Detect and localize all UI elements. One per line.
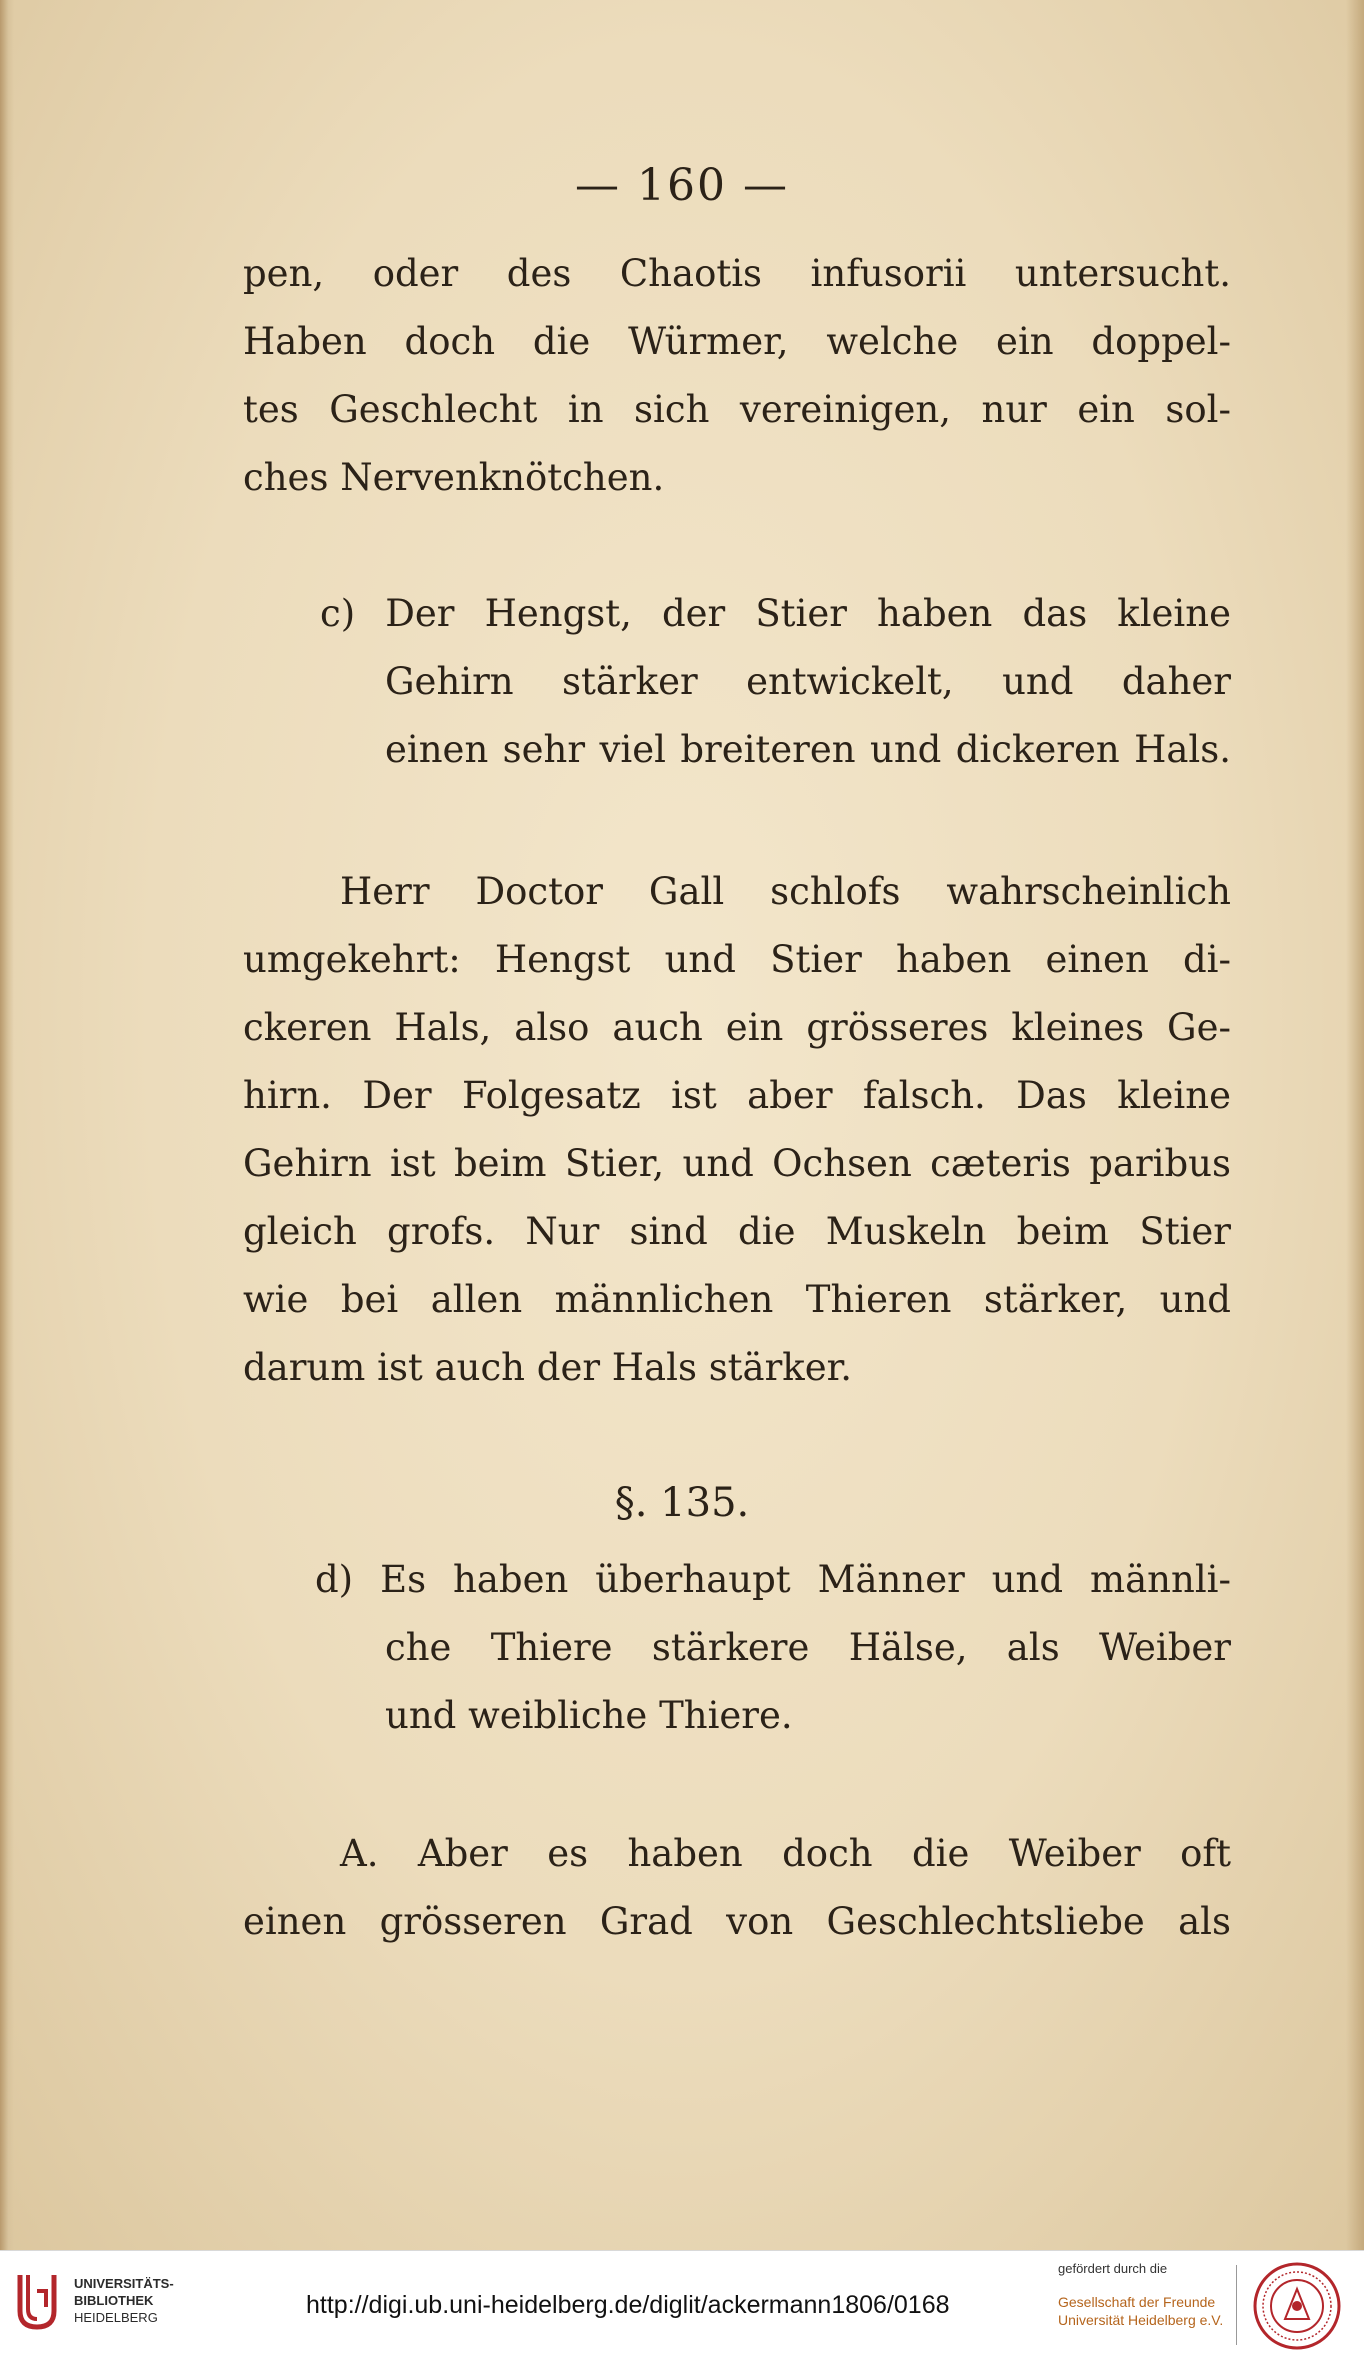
section-heading: §. 135.: [614, 1480, 750, 1526]
library-logo-icon: [14, 2271, 60, 2333]
library-name-line: BIBLIOTHEK: [74, 2293, 154, 2308]
divider: [1236, 2265, 1237, 2345]
text-line: Herr Doctor Gall schlofs wahrscheinlich: [340, 870, 1231, 913]
footer-bar: [0, 2250, 1364, 2358]
text-line: che Thiere stärkere Hälse, als Weiber: [385, 1626, 1231, 1669]
university-seal-icon: [1252, 2261, 1342, 2351]
sponsor-label: gefördert durch die: [1058, 2261, 1168, 2276]
text-line: einen sehr viel breiteren und dickeren Hals.: [385, 728, 1231, 771]
text-line: Gehirn ist beim Stier, und Ochsen cæteris paribus: [243, 1142, 1231, 1185]
text-line: pen, oder des Chaotis infusorii untersucht.: [243, 252, 1231, 295]
text-line: gleich grofs. Nur sind die Muskeln beim Stier: [243, 1210, 1231, 1253]
library-name-line: HEIDELBERG: [74, 2310, 158, 2325]
sponsor-name-line: Gesellschaft der Freunde: [1058, 2294, 1216, 2310]
text-line: umgekehrt: Hengst und Stier haben einen di-: [243, 938, 1231, 981]
text-line: einen grösseren Grad von Geschlechtsliebe als: [243, 1900, 1231, 1943]
text-line: hirn. Der Folgesatz ist aber falsch. Das kleine: [243, 1074, 1231, 1117]
text-line: ckeren Hals, also auch ein grösseres kleines Ge-: [243, 1006, 1231, 1049]
text-line: und weibliche Thiere.: [385, 1694, 793, 1737]
text-line: wie bei allen männlichen Thieren stärker, und: [243, 1278, 1231, 1321]
page-number: — 160 —: [575, 160, 789, 211]
text-line: d) Es haben überhaupt Männer und männli-: [315, 1558, 1231, 1601]
sponsor-name-line: Universität Heidelberg e.V.: [1058, 2312, 1224, 2328]
text-line: darum ist auch der Hals stärker.: [243, 1346, 853, 1389]
text-line: Gehirn stärker entwickelt, und daher: [385, 660, 1231, 703]
text-line: tes Geschlecht in sich vereinigen, nur ein sol-: [243, 388, 1231, 431]
text-line: Haben doch die Würmer, welche ein doppel-: [243, 320, 1231, 363]
text-line: A. Aber es haben doch die Weiber oft: [340, 1832, 1231, 1875]
permalink-url[interactable]: http://digi.ub.uni-heidelberg.de/diglit/ackermann1806/0168: [306, 2291, 950, 2319]
sponsor-name: [1058, 2293, 1223, 2329]
text-line: ches Nervenknötchen.: [243, 456, 665, 499]
page-edge-left: [0, 0, 14, 2250]
library-name: [74, 2275, 174, 2326]
text-line: c) Der Hengst, der Stier haben das kleine: [320, 592, 1231, 635]
page-edge-right: [1346, 0, 1364, 2250]
library-name-line: UNIVERSITÄTS-: [74, 2276, 174, 2291]
